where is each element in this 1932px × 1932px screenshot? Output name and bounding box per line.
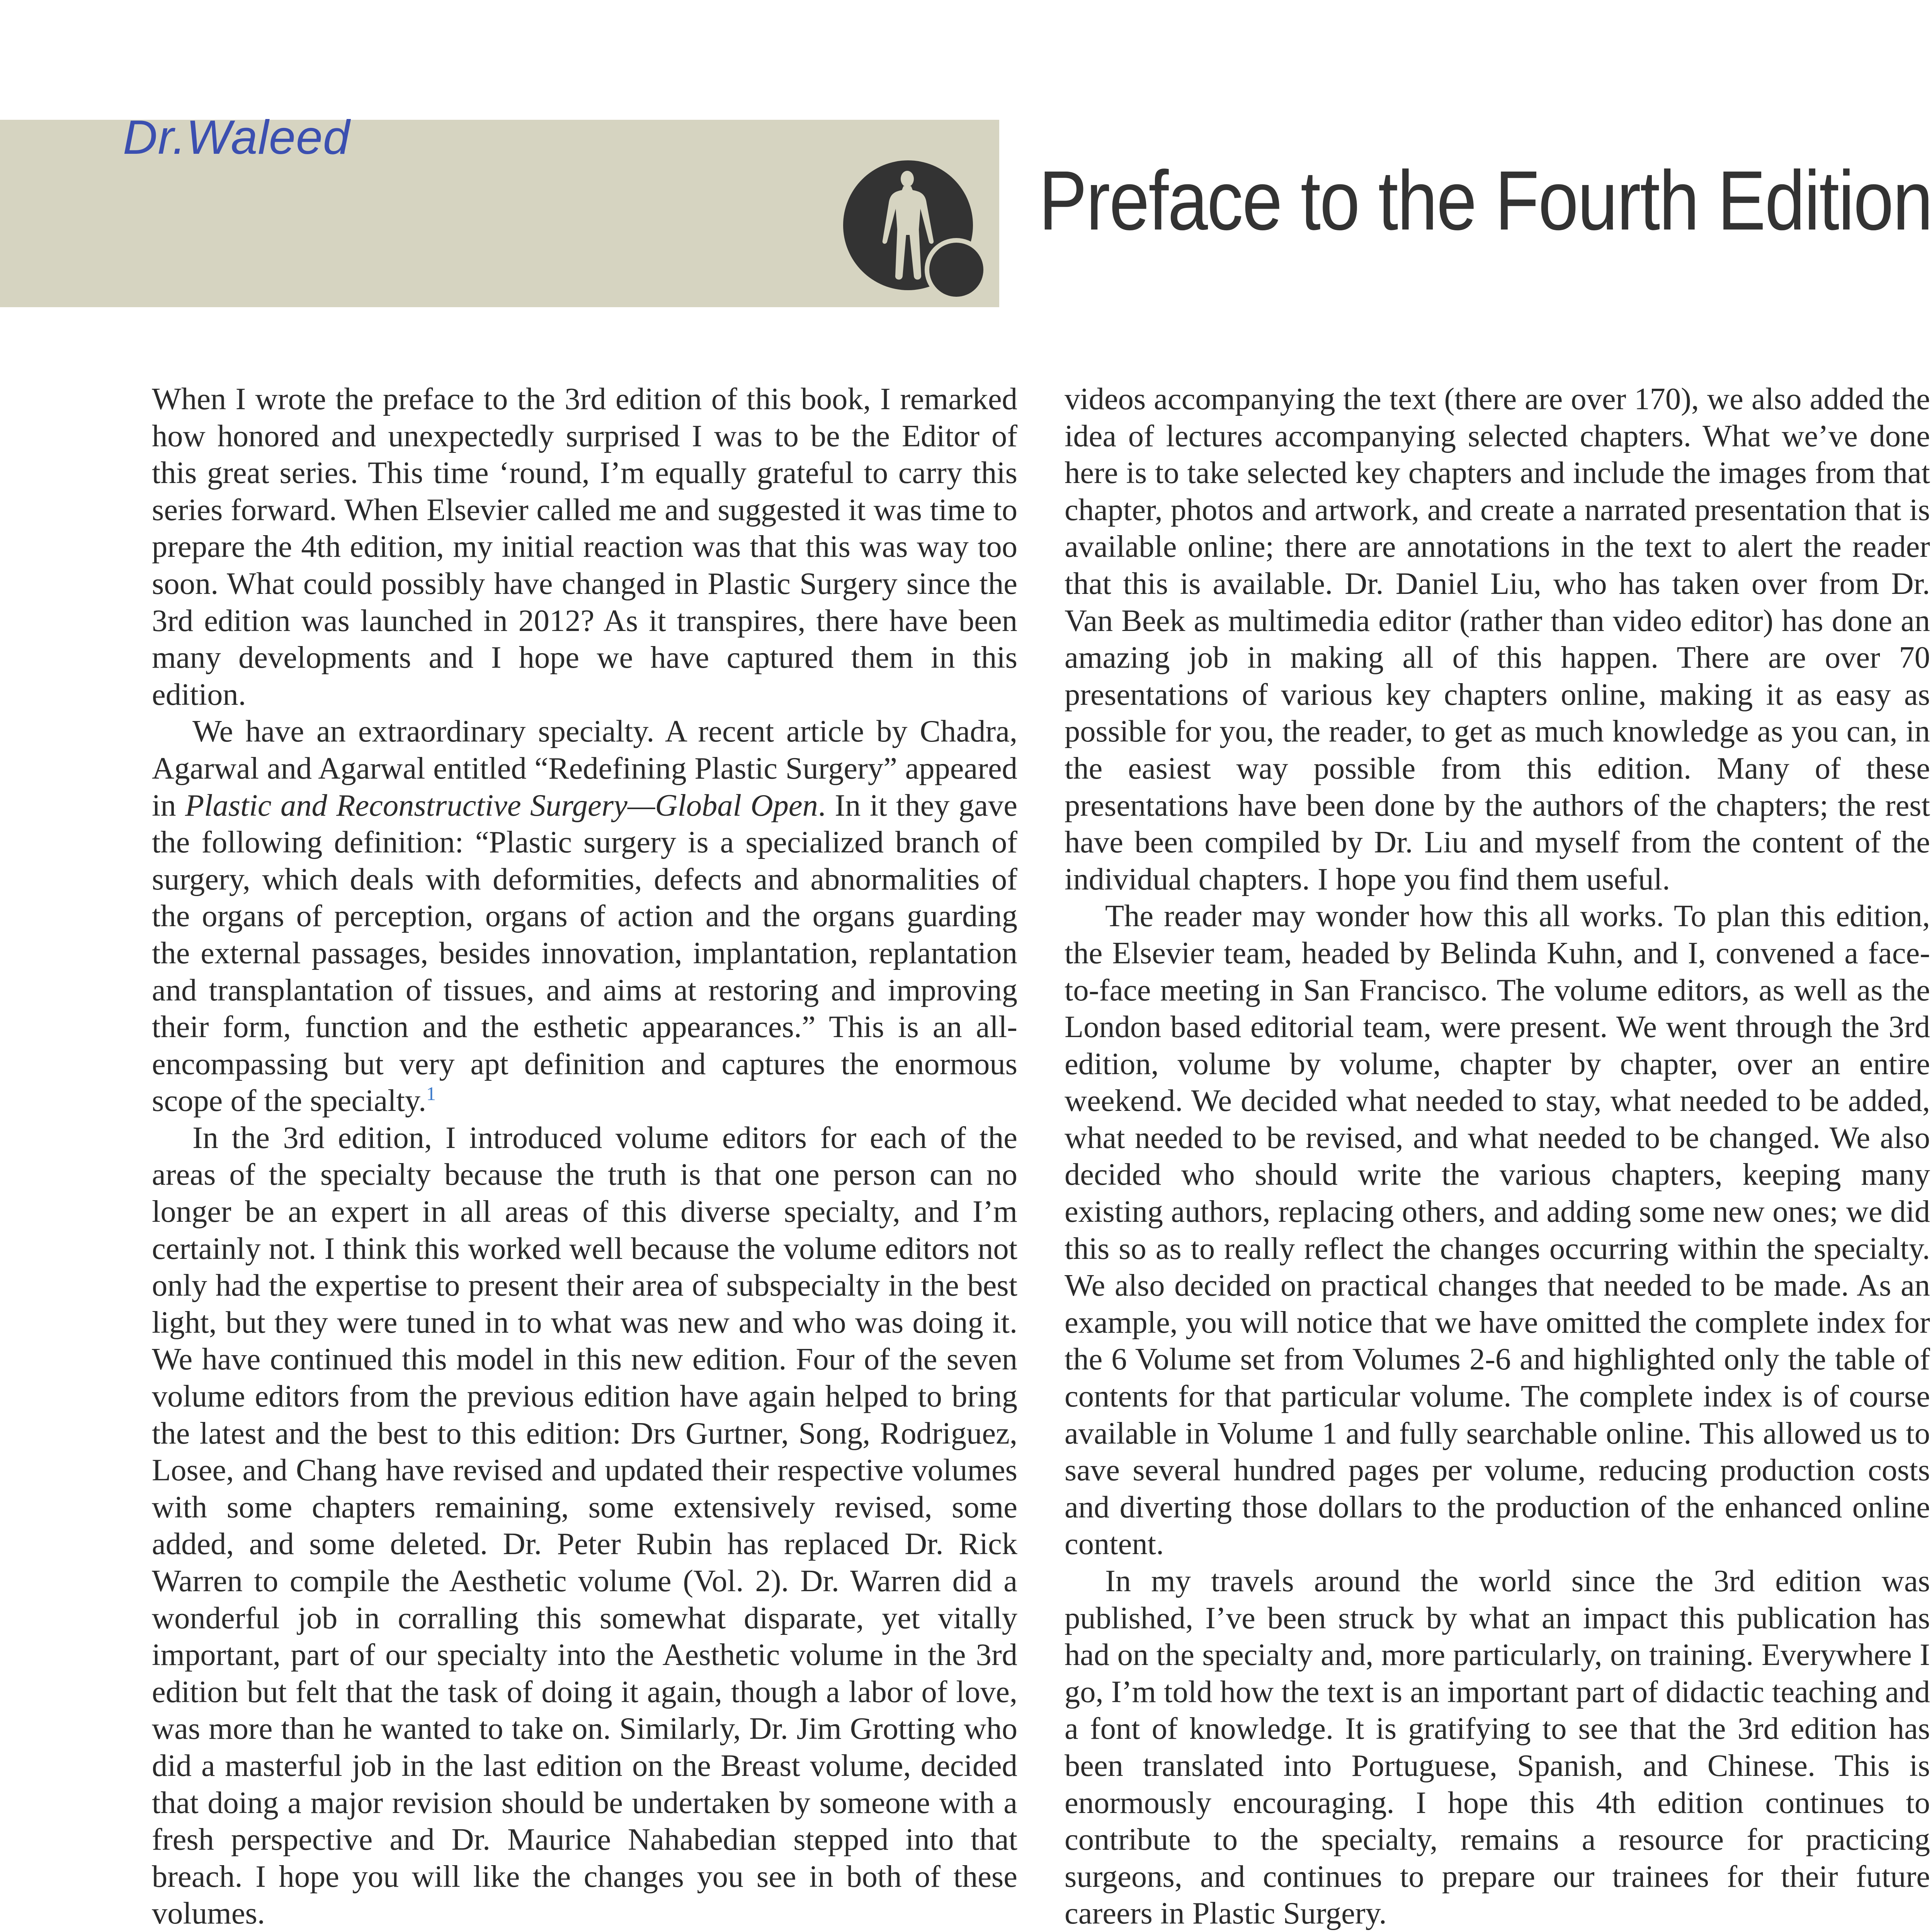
paragraph: videos accompanying the text (there are over 170), we also added the idea of lectures accompanying selected chapters. What we’ve done here is to take selected key chapters and include the images from that chapter, photos and artwork, and create a narrated presentation that is available online; there are annotations in the text to alert the reader that this is available. Dr. Daniel Liu, who has taken over from Dr. Van Beek as multimedia editor (rather than video editor) has done an amazing job in making all of this happen. There are over 70 presentations of various key chapters online, making it as easy as possible for you, the reader, to get as much knowledge as you can, in the easiest way possible from this edition. Many of these presentations have been done by the authors of the chapters; the rest have been compiled by Dr. Liu and myself from the content of the individual chapters. I hope you find them useful. xyxy=(1065,382,1930,896)
watermark-text: Dr.Waleed xyxy=(123,111,350,164)
footnote-reference[interactable]: 1 xyxy=(426,1083,436,1105)
text-span: We have an extraordinary specialty. A recent article by Chadra, Agarwal and Agarwal entitled “Redefining Plastic Surgery” appeared in xyxy=(152,714,1017,823)
left-column xyxy=(152,381,1017,1932)
right-column xyxy=(1065,381,1930,1932)
paragraph xyxy=(152,713,1017,1119)
journal-title: Plastic and Reconstructive Surgery—Global Open xyxy=(185,788,818,823)
page-title: Preface to the Fourth Edition xyxy=(1039,154,1932,248)
paragraph: In the 3rd edition, I introduced volume editors for each of the areas of the specialty because the truth is that one person can no longer be an expert in all areas of this diverse specialty, and I’m certainly not. I think this worked well because the volume editors not only had the expertise to present their area of subspecialty in the best light, but they were tuned in to what was new and who was doing it. We have continued this model in this new edition. Four of the seven volume editors from the previous edition have again helped to bring the latest and the best to this edition: Drs Gurtner, Song, Rodriguez, Losee, and Chang have revised and updated their respective volumes with some chapters remaining, some extensively revised, some added, and some deleted. Dr. Peter Rubin has replaced Dr. Rick Warren to compile the Aesthetic volume (Vol. 2). Dr. Warren did a wonderful job in corralling this somewhat disparate, yet vitally important, part of our specialty into the Aesthetic volume in the 3rd edition but felt that the task of doing it again, though a labor of love, was more than he wanted to take on. Similarly, Dr. Jim Grotting who did a masterful job in the last edition on the Breast volume, decided that doing a major revision should be undertaken by someone with a fresh perspective and Dr. Maurice Nahabedian stepped into that breach. I hope you will like the changes you see in both of these volumes. xyxy=(152,1120,1017,1931)
paragraph: When I wrote the preface to the 3rd edition of this book, I remarked how honored and unexpectedly surprised I was to be the Editor of this great series. This time ‘round, I’m equally grateful to carry this series forward. When Elsevier called me and suggested it was time to prepare the 4th edition, my initial reaction was that this was way too soon. What could possibly have changed in Plastic Surgery since the 3rd edition was launched in 2012? As it transpires, there have been many developments and I hope we have captured them in this edition. xyxy=(152,382,1017,712)
paragraph: In my travels around the world since the 3rd edition was published, I’ve been struck by what an impact this publication has had on the specialty and, more particularly, on training. Everywhere I go, I’m told how the text is an important part of didactic teaching and a font of knowledge. It is gratifying to see that the 3rd edition has been translated into Portuguese, Spanish, and Chinese. This is enormously encouraging. I hope this 4th edition continues to contribute to the specialty, remains a resource for practicing surgeons, and continues to prepare our trainees for their future careers in Plastic Surgery. xyxy=(1065,1564,1930,1931)
human-figure-medallion-icon xyxy=(842,158,989,303)
text-span: . In it they gave the following definition: “Plastic surgery is a specialized branch of surgery, which deals with deformities, defects and abnormalities of the organs of perception, organs of action and the organs guarding the external passages, besides innovation, implantation, replantation and transplantation of tissues, and aims at restoring and improving their form, function and the esthetic appearances.” This is an all-encompassing but very apt definition and captures the enormous scope of the specialty. xyxy=(152,788,1017,1118)
paragraph: The reader may wonder how this all works. To plan this edition, the Elsevier team, headed by Belinda Kuhn, and I, convened a face-to-face meeting in San Francisco. The volume editors, as well as the London based editorial team, were present. We went through the 3rd edition, volume by volume, chapter by chapter, over an entire weekend. We decided what needed to stay, what needed to be added, what needed to be revised, and what needed to be changed. We also decided who should write the various chapters, keeping many existing authors, replacing others, and adding some new ones; we did this so as to really reflect the changes occurring within the specialty. We also decided on practical changes that needed to be made. As an example, you will notice that we have omitted the complete index for the 6 Volume set from Volumes 2-6 and highlighted only the table of contents for that particular volume. The complete index is of course available in Volume 1 and fully searchable online. This allowed us to save several hundred pages per volume, reducing production costs and diverting those dollars to the production of the enhanced online content. xyxy=(1065,899,1930,1561)
